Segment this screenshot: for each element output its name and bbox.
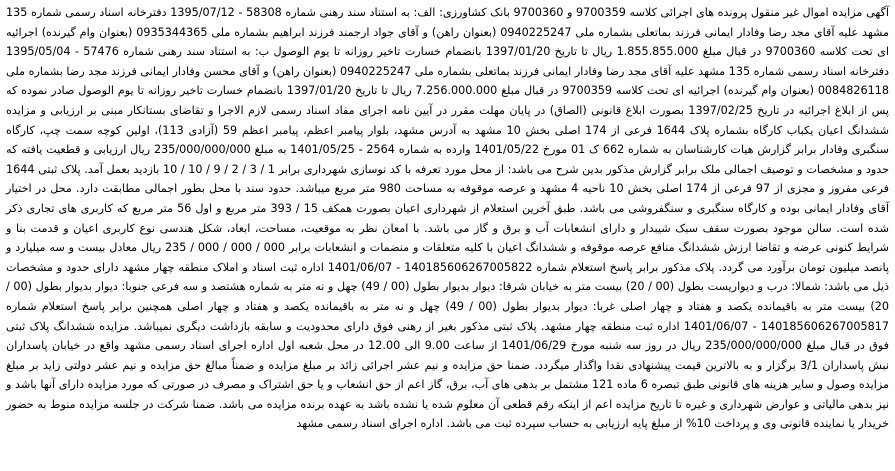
auction-notice-text: آگهی مزایده اموال غیر منقول پرونده های اجرائی کلاسه 9700359 و 9700360 بانک کشاورزی: الف: به استناد سند رهنی شماره 58308 - 1395/07/12 دفترخانه اسناد رسمی شماره 135 مشهد علیه آقای مجد رضا وفادار ایمانی فرزند بماتعلی بشماره ملی 0940225247 (بعنوان راهن) و آقای جواد ارجمند فرزند ابراهیم بشماره ملی 0935344365 (بعنوان وام گیرنده) اجرائیه ای تحت کلاسه 9700360 در قبال مبلغ 1.855.855.000 ریال تا تاریخ 1397/01/20 بانضمام خسارت تاخیر روزانه تا یوم الوصول ب: به استناد سند رهنی شماره 57476 - 1395/05/04 دفترخانه اسناد رسمی شماره 135 مشهد علیه آقای مجد رضا وفادار ایمانی فرزند بماتعلی بشماره ملی 0940225247 (بعنوان راهن) و آقای محسن وفادار ایمانی فرزند مجد رضا بشماره ملی 0084826118 (بعنوان وام گیرنده) اجرائیه ای تحت کلاسه 9700359 در قبال مبلغ 7.256.000.000 ریال تا تاریخ 1397/01/20 بانضمام خسارت تاخیر روزانه تا یوم الوصول صادر نموده که پس از ابلاغ اجرائیه در تاریخ 1397/02/25 بصورت ابلاغ قانونی (الصاق) در پایان مهلت مقرر در آیین نامه اجرای مفاد اسناد رسمی لازم الاجرا و تقاضای بستانکار مبنی بر ارزیابی و مزایده ششدانگ اعیان یکباب کارگاه بشماره پلاک 1644 فرعی از 174 اصلی بخش 10 مشهد به آدرس مشهد، بلوار پیامبر اعظم، پیامبر اعظم 59 (آزادی 113)، اولین کوچه سمت چپ، کارگاه سنگبری وفادار برابر گزارش هیات کارشناسان به شماره 662 ک 01 مورخ 1401/05/22 وارده به شماره 2564 - 1401/05/25 به مبلغ 235/000/000/000 ریال ارزیابی و قطعیت یافته که حدود و مشخصات و توصیف اجمالی ملک برابر گزارش مذکور بدین شرح می باشد: از محل مورد تعرفه با کد نوسازی شهرداری برابر 1 / 3 / 2 / 9 / 10 / 10 بازدید بعمل آمد. پلاک ثبتی 1644 فرعی مفروز و مجزی از 97 فرعی از 174 اصلی بخش 10 ناحیه 4 مشهد و عرصه موقوفه به مساحت 980 متر مربع میباشد. حدود سند با محل بطور اجمالی مطابقت دارد. محل در اختیار آقای وفادار ایمانی بوده و کارگاه سنگبری و سنگفروشی می باشد. طبق آخرین استعلام از شهرداری اعیان بصورت همکف 15 / 393 متر مربع و اول 56 متر مربع که کاربری های تجاری ذکر شده است. سالن موجود بصورت سقف سبک شیبدار و دارای انشعابات آب و برق و گاز می باشد. با امعان نظر به موقعیت، مساحت، ابعاد، شکل هندسی نوع کاربری اعیان و قدمت بنا و شرایط کنونی عرضه و تقاضا ارزش ششدانگ منافع عرصه موقوفه و ششدانگ اعیان با کلیه متعلقات و منضمات و انشعابات برابر 000 / 000 / 000 / 235 ریال معادل بیست و سه میلیارد و پانصد میلیون تومان برآورد می گردد. پلاک مذکور برابر پاسخ استعلام شماره 140185606267005822 - 1401/06/07 اداره ثبت اسناد و املاک منطقه چهار مشهد دارای حدود و مشخصات ذیل می باشد: شمالا: درب و دیواریست بطول (00 / 20) بیست متر به خیابان شرقا: دیوار بدیوار بطول (00 / 49) چهل و نه متر به شماره هشتصد و سه فرعی جنوبا: دیوار بدیوار بطول (00 / 20) بیست متر به باقیمانده یکصد و هفتاد و چهار اصلی غربا: دیوار بدیوار بطول (00 / 49) چهل و نه متر به باقیمانده یکصد و هفتاد و چهار اصلی همچنین برابر پاسخ استعلام شماره 140185606267005817 - 1401/06/07 اداره ثبت منطقه چهار مشهد. پلاک ثبتی مذکور بغیر از رهنی فوق دارای محدودیت و سابقه بازداشت دیگری نمیباشد. مزایده ششدانگ پلاک ثبتی فوق در قبال مبلغ 235/000/000/000 ریال در روز سه شنبه مورخ 1401/06/29 از ساعت 9.00 الی 12.00 در محل شعبه اول اداره اجرای اسناد رسمی مشهد واقع در خیابان پاسداران نبش پاسداران 3/1 برگزار و به بالاترین قیمت پیشنهادی نقدا واگذار میگردد. ضمنا حق مزایده و نیم عشر اجرائی زائد بر مبلغ مزایده و ضمناً مبالغ حق مزایده و نیم عشر دولتی زاید بر مبلغ مزایده وصول و سایر هزینه های قانونی طبق تبصره 6 ماده 121 مشتمل بر بدهی های آب، برق، گاز اعم از حق انشعاب و یا حق اشتراک و مصرف در صورتی که مورد مزایده دارای آنها باشد و نیز بدهی مالیاتی و عوارض شهرداری و غیره تا تاریخ مزایده اعم از اینکه رقم قطعی آن معلوم شده یا نشده باشد به عهده برنده مزایده می باشد. ضمنا شرکت در جلسه مزایده منوط به حضور خریدار یا نماینده قانونی وی و پرداخت 10% از مبلغ پایه ارزیابی به حساب سپرده ثبت می باشد. اداره اجرای اسناد رسمی مشهد [0,0,895,471]
